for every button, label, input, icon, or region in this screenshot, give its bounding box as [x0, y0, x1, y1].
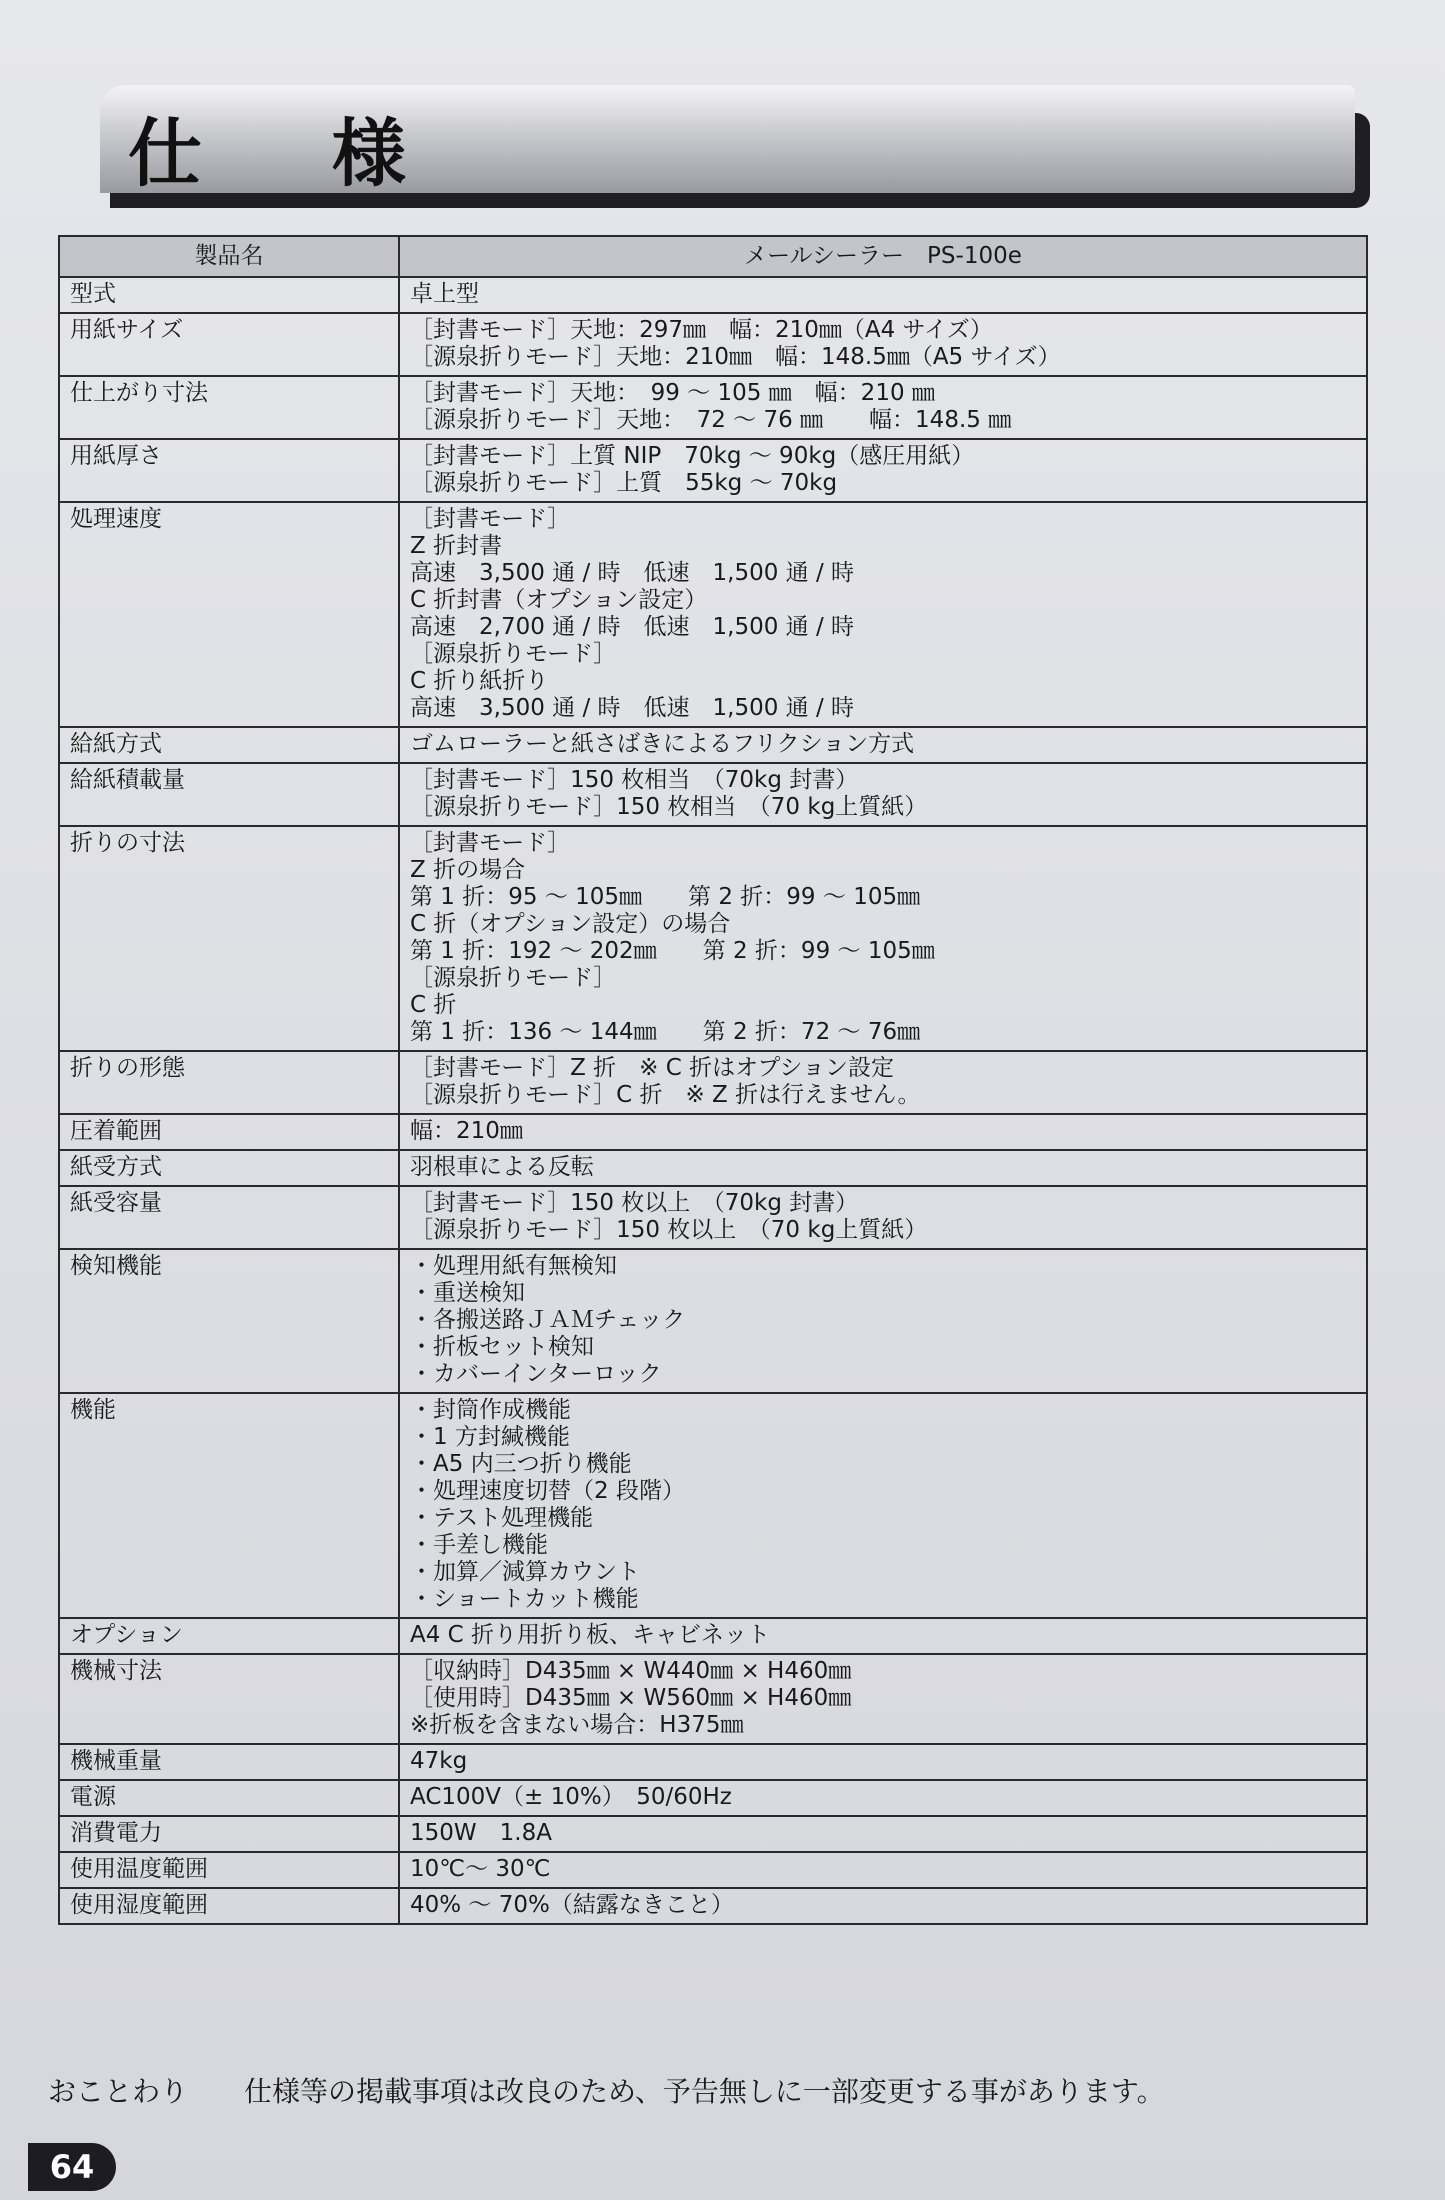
spec-value-line: ［封書モード］天地：297㎜ 幅：210㎜（A4 サイズ） [410, 317, 993, 343]
spec-value-line: ［源泉折りモード］150 枚以上 （70 kg上質紙） [410, 1217, 928, 1243]
spec-row [59, 376, 1367, 439]
spec-value [399, 1618, 1367, 1654]
spec-value-line: 第 1 折：95 ～ 105㎜ 第 2 折：99 ～ 105㎜ [410, 884, 921, 910]
spec-value [399, 1249, 1367, 1393]
spec-value-line: ［源泉折りモード］ [410, 965, 617, 991]
spec-value-line: Z 折封書 [410, 533, 503, 559]
spec-value-line: ・処理用紙有無検知 [410, 1253, 617, 1279]
spec-row [59, 1780, 1367, 1816]
spec-value-line: ・処理速度切替（2 段階） [410, 1478, 685, 1504]
spec-row [59, 277, 1367, 313]
spec-value [399, 502, 1367, 727]
spec-label: 機械寸法 [59, 1654, 399, 1744]
spec-label: 使用温度範囲 [59, 1852, 399, 1888]
spec-value [399, 313, 1367, 376]
spec-row [59, 727, 1367, 763]
spec-label: 給紙積載量 [59, 763, 399, 826]
spec-value-line: 羽根車による反転 [410, 1154, 594, 1180]
spec-label: 型式 [59, 277, 399, 313]
spec-label: 用紙厚さ [59, 439, 399, 502]
spec-value-line: ・折板セット検知 [410, 1334, 594, 1360]
spec-label: 機能 [59, 1393, 399, 1618]
spec-value-line: ・加算／減算カウント [410, 1559, 640, 1585]
spec-value-line: ［封書モード］ [410, 506, 571, 532]
spec-value-line: 卓上型 [410, 281, 479, 307]
spec-value [399, 1654, 1367, 1744]
spec-value-line: 高速 3,500 通 / 時 低速 1,500 通 / 時 [410, 695, 855, 721]
spec-value-line: 高速 3,500 通 / 時 低速 1,500 通 / 時 [410, 560, 855, 586]
spec-value-line: 幅：210㎜ [410, 1118, 523, 1144]
spec-value-line: ・カバーインターロック [410, 1361, 662, 1387]
spec-value [399, 763, 1367, 826]
spec-label: 折りの形態 [59, 1051, 399, 1114]
spec-row [59, 1186, 1367, 1249]
spec-row [59, 502, 1367, 727]
spec-label: 紙受容量 [59, 1186, 399, 1249]
spec-label: 圧着範囲 [59, 1114, 399, 1150]
spec-row [59, 1249, 1367, 1393]
spec-value-line: 高速 2,700 通 / 時 低速 1,500 通 / 時 [410, 614, 855, 640]
spec-header-row [59, 236, 1367, 277]
spec-row [59, 1744, 1367, 1780]
spec-value-line: ・ショートカット機能 [410, 1586, 639, 1612]
spec-row [59, 313, 1367, 376]
spec-row [59, 1114, 1367, 1150]
spec-value [399, 1051, 1367, 1114]
spec-value [399, 1816, 1367, 1852]
spec-value-line: Z 折の場合 [410, 857, 526, 883]
spec-label: 消費電力 [59, 1816, 399, 1852]
spec-value-line: C 折封書（オプション設定） [410, 587, 708, 613]
spec-row [59, 1816, 1367, 1852]
spec-value-line: ・1 方封緘機能 [410, 1424, 570, 1450]
spec-value-line: ［源泉折りモード］ [410, 641, 617, 667]
spec-value-line: C 折 [410, 992, 457, 1018]
spec-label: 紙受方式 [59, 1150, 399, 1186]
spec-row [59, 1654, 1367, 1744]
spec-value [399, 826, 1367, 1051]
spec-value [399, 1114, 1367, 1150]
spec-value-line: 47kg [410, 1748, 468, 1774]
spec-row [59, 439, 1367, 502]
spec-value-line: ［源泉折りモード］天地：210㎜ 幅：148.5㎜（A5 サイズ） [410, 344, 1061, 370]
spec-value-line: ［源泉折りモード］150 枚相当 （70 kg上質紙） [410, 794, 928, 820]
spec-value [399, 1186, 1367, 1249]
spec-value-line: ※折板を含まない場合：H375㎜ [410, 1712, 744, 1738]
spec-value [399, 1888, 1367, 1924]
spec-value [399, 1780, 1367, 1816]
disclaimer-note: おことわり 仕様等の掲載事項は改良のため、予告無しに一部変更する事があります。 [48, 2075, 1165, 2108]
spec-value-line: ［収納時］D435㎜ × W440㎜ × H460㎜ [410, 1658, 852, 1684]
spec-value-line: ・各搬送路ＪＡＭチェック [410, 1307, 686, 1333]
spec-value-line: ［封書モード］天地： 99 ～ 105 ㎜ 幅：210 ㎜ [410, 380, 935, 406]
spec-table [58, 235, 1368, 1925]
spec-value-line: ［封書モード］ [410, 830, 571, 856]
spec-row [59, 1393, 1367, 1618]
spec-value [399, 1393, 1367, 1618]
spec-value-line: AC100V（± 10%） 50/60Hz [410, 1784, 732, 1810]
spec-value-line: 10℃～ 30℃ [410, 1856, 551, 1882]
section-title: 仕 様 [128, 111, 458, 197]
spec-value [399, 1744, 1367, 1780]
spec-value-line: 第 1 折：192 ～ 202㎜ 第 2 折：99 ～ 105㎜ [410, 938, 935, 964]
spec-header-label: 製品名 [59, 236, 399, 277]
spec-label: 検知機能 [59, 1249, 399, 1393]
spec-label: 給紙方式 [59, 727, 399, 763]
spec-label: 処理速度 [59, 502, 399, 727]
spec-value-line: ［封書モード］上質 NIP 70kg ～ 90kg（感圧用紙） [410, 443, 975, 469]
spec-row [59, 1888, 1367, 1924]
spec-value-line: ［源泉折りモード］上質 55kg ～ 70kg [410, 470, 838, 496]
spec-value-line: ［封書モード］Z 折 ※ C 折はオプション設定 [410, 1055, 895, 1081]
spec-value-line: ［使用時］D435㎜ × W560㎜ × H460㎜ [410, 1685, 852, 1711]
spec-row [59, 826, 1367, 1051]
page-number: 64 [28, 2143, 116, 2191]
spec-value-line: ・重送検知 [410, 1280, 525, 1306]
spec-value-line: 150W 1.8A [410, 1820, 552, 1846]
spec-value [399, 439, 1367, 502]
spec-label: 仕上がり寸法 [59, 376, 399, 439]
spec-value-line: ［封書モード］150 枚相当 （70kg 封書） [410, 767, 859, 793]
spec-value-line: A4 C 折り用折り板、キャビネット [410, 1622, 771, 1648]
spec-value-line: ［源泉折りモード］天地： 72 ～ 76 ㎜ 幅：148.5 ㎜ [410, 407, 1012, 433]
spec-label: 電源 [59, 1780, 399, 1816]
spec-value-line: ゴムローラーと紙さばきによるフリクション方式 [410, 731, 915, 757]
spec-value-line: ・A5 内三つ折り機能 [410, 1451, 632, 1477]
spec-value [399, 1852, 1367, 1888]
spec-value-line: ・封筒作成機能 [410, 1397, 571, 1423]
spec-value-line: C 折り紙折り [410, 668, 549, 694]
spec-value-line: ・テスト処理機能 [410, 1505, 594, 1531]
section-title-banner [100, 85, 1370, 210]
spec-value [399, 376, 1367, 439]
spec-value [399, 727, 1367, 763]
spec-label: 使用湿度範囲 [59, 1888, 399, 1924]
spec-label: 用紙サイズ [59, 313, 399, 376]
spec-value [399, 277, 1367, 313]
spec-row [59, 1618, 1367, 1654]
spec-value-line: C 折（オプション設定）の場合 [410, 911, 731, 937]
spec-header-value: メールシーラー PS-100e [399, 236, 1367, 277]
spec-row [59, 1852, 1367, 1888]
spec-value [399, 1150, 1367, 1186]
spec-value-line: ・手差し機能 [410, 1532, 548, 1558]
spec-value-line: ［封書モード］150 枚以上 （70kg 封書） [410, 1190, 859, 1216]
spec-label: 折りの寸法 [59, 826, 399, 1051]
spec-value-line: ［源泉折りモード］C 折 ※ Z 折は行えません。 [410, 1082, 921, 1108]
spec-value-line: 第 1 折：136 ～ 144㎜ 第 2 折：72 ～ 76㎜ [410, 1019, 921, 1045]
spec-row [59, 1051, 1367, 1114]
spec-row [59, 763, 1367, 826]
spec-label: 機械重量 [59, 1744, 399, 1780]
spec-value-line: 40% ～ 70%（結露なきこと） [410, 1892, 734, 1918]
spec-label: オプション [59, 1618, 399, 1654]
spec-row [59, 1150, 1367, 1186]
